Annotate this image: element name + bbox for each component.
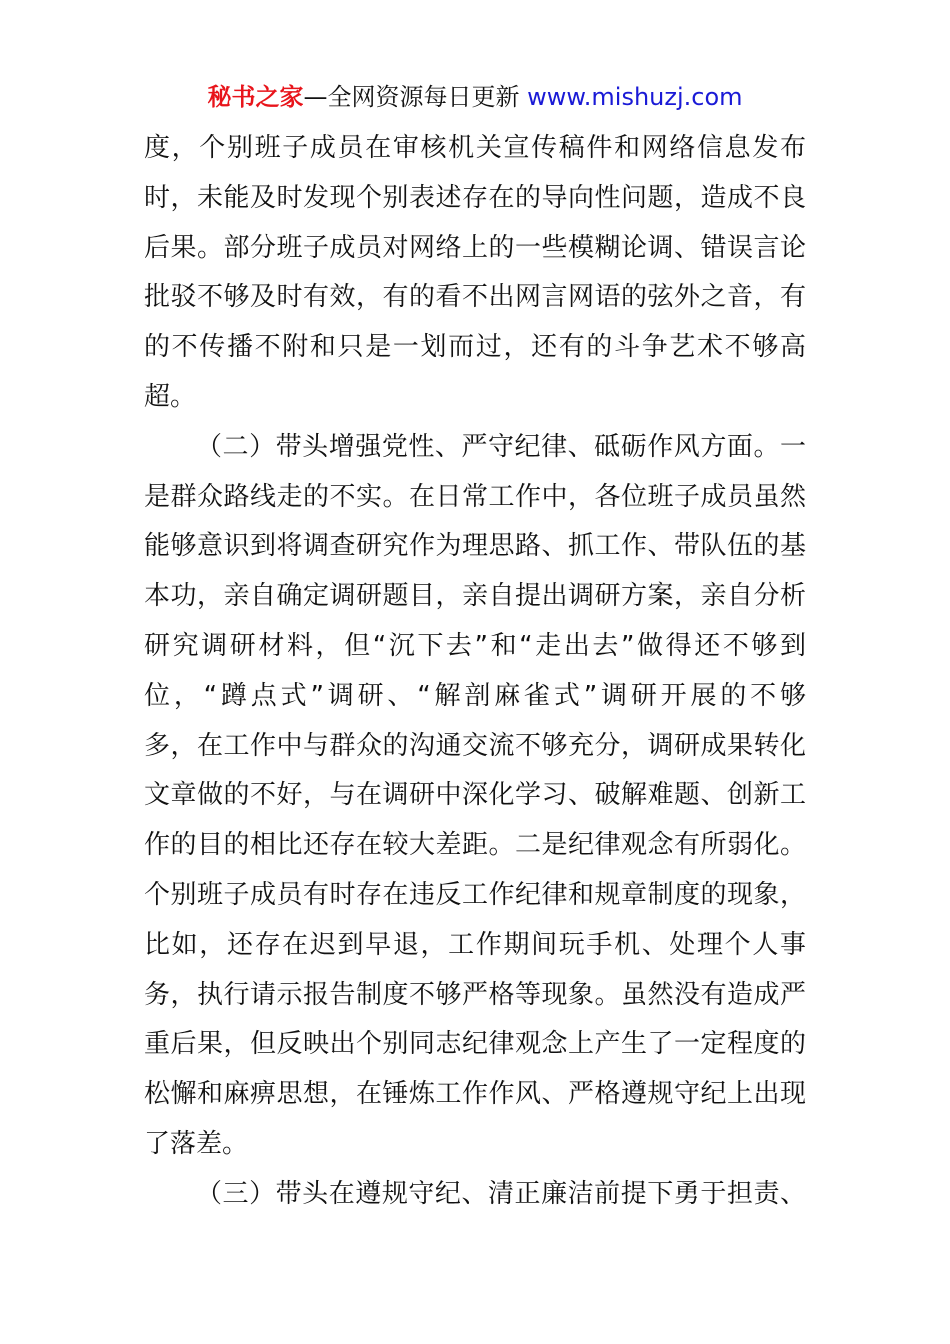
text-line: 研究调研材料，但“沉下去”和“走出去”做得还不够到 [144, 630, 806, 661]
text-line: （三）带头在遵规守纪、清正廉洁前提下勇于担责、 [196, 1178, 806, 1209]
text-line: 重后果，但反映出个别同志纪律观念上产生了一定程度的 [144, 1029, 806, 1060]
text-line: 后果。部分班子成员对网络上的一些模糊论调、错误言论 [144, 232, 806, 263]
text-line: 多，在工作中与群众的沟通交流不够充分，调研成果转化 [144, 730, 806, 761]
text-line: 的不传播不附和只是一划而过，还有的斗争艺术不够高 [144, 332, 806, 363]
text-line: 本功，亲自确定调研题目，亲自提出调研方案，亲自分析 [144, 581, 806, 612]
text-line: 文章做的不好，与在调研中深化学习、破解难题、创新工 [144, 780, 806, 811]
text-line: 批驳不够及时有效，有的看不出网言网语的弦外之音，有 [144, 282, 806, 313]
text-line: 了落差。 [144, 1128, 249, 1159]
text-line: 时，未能及时发现个别表述存在的导向性问题，造成不良 [144, 182, 806, 213]
document-body [144, 124, 806, 1220]
site-brand: 秘书之家 [207, 83, 304, 111]
text-line: 个别班子成员有时存在违反工作纪律和规章制度的现象， [144, 879, 806, 910]
site-tagline: —全网资源每日更新 [303, 83, 528, 111]
site-header [0, 80, 950, 114]
text-line: 是群众路线走的不实。在日常工作中，各位班子成员虽然 [144, 481, 806, 512]
text-line: （二）带头增强党性、严守纪律、砥砺作风方面。一 [196, 431, 806, 462]
text-line: 能够意识到将调查研究作为理思路、抓工作、带队伍的基 [144, 531, 806, 562]
text-line: 作的目的相比还存在较大差距。二是纪律观念有所弱化。 [144, 830, 806, 861]
text-line: 比如，还存在迟到早退，工作期间玩手机、处理个人事 [144, 929, 806, 960]
text-line: 松懈和麻痹思想，在锤炼工作作风、严格遵规守纪上出现 [144, 1079, 806, 1110]
text-line: 务，执行请示报告制度不够严格等现象。虽然没有造成严 [144, 979, 806, 1010]
site-url-link[interactable]: www.mishuzj.com [527, 83, 743, 111]
text-line: 位，“蹲点式”调研、“解剖麻雀式”调研开展的不够 [144, 680, 806, 711]
text-line: 超。 [144, 381, 197, 412]
text-line: 度，个别班子成员在审核机关宣传稿件和网络信息发布 [144, 133, 806, 163]
